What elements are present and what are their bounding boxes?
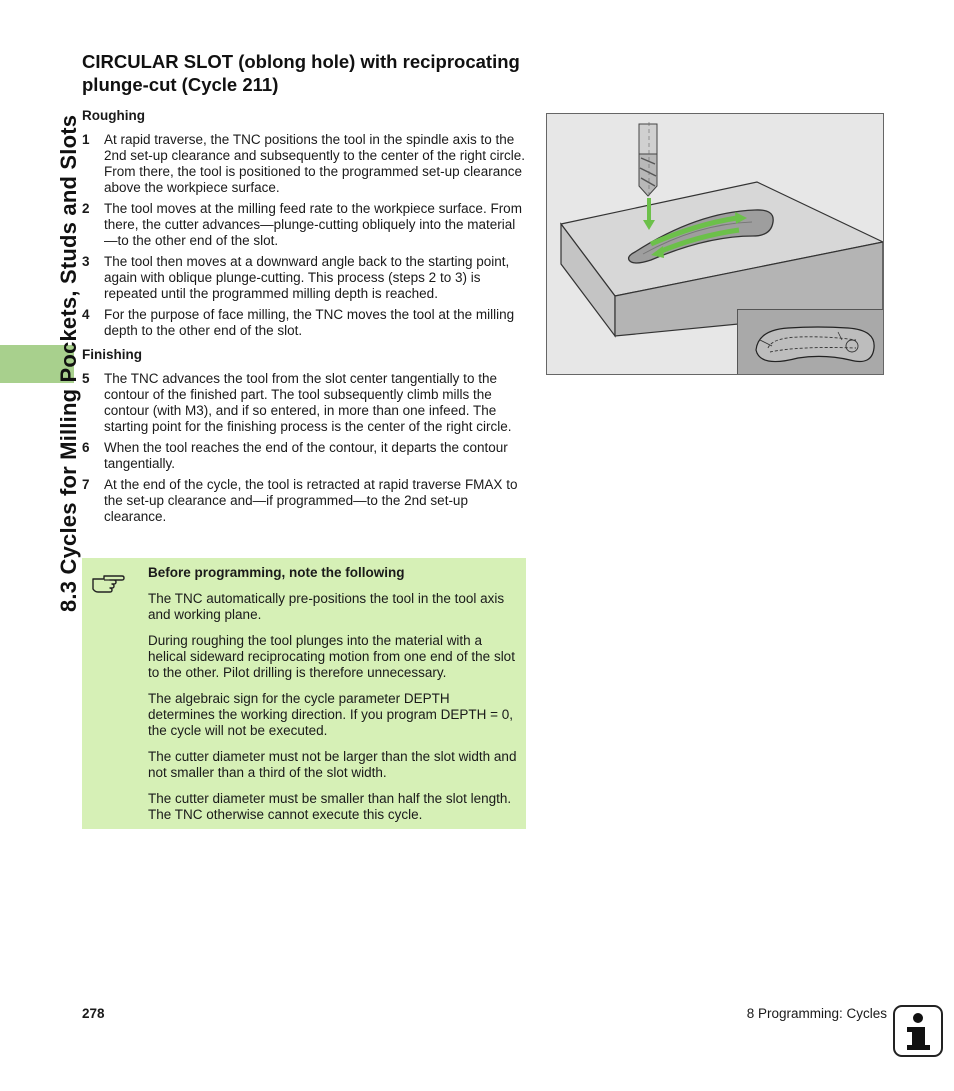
step-text: The tool then moves at a downward angle back to the starting point, again with oblique plunge-cutting. This process (steps 2 to 3) is repeated until the programmed milling depth is reached. <box>104 254 510 301</box>
top-view-drawing <box>738 310 884 375</box>
note-paragraph: The algebraic sign for the cycle parameter DEPTH determines the working direction. If you program DEPTH = 0, the cycle will not be executed. <box>148 691 514 738</box>
step-text: At rapid traverse, the TNC positions the tool in the spindle axis to the 2nd set-up clearance and subsequently to the center of the right circle. From there, the tool is positioned to the programmed set-up clearance above the workpiece surface. <box>104 132 526 195</box>
end-mill-tool <box>639 122 657 198</box>
page-number: 278 <box>82 1006 105 1021</box>
note-paragraph: During roughing the tool plunges into the material with a helical sideward reciprocating motion from one end of the slot to the other. Pilot drilling is therefore unnecessary. <box>148 633 515 680</box>
note-content <box>148 565 520 833</box>
step-text: The tool moves at the milling feed rate to the workpiece surface. From there, the cutter advances—plunge-cutting obliquely into the material—to the other end of the slot. <box>104 201 522 248</box>
step-number: 5 <box>82 371 90 386</box>
pointing-hand-icon <box>90 568 126 596</box>
step-number: 4 <box>82 307 90 322</box>
note-title: Before programming, note the following <box>148 565 405 580</box>
step-number: 2 <box>82 201 90 216</box>
step-text: For the purpose of face milling, the TNC moves the tool at the milling depth to the other end of the slot. <box>104 307 515 338</box>
finishing-step <box>82 440 527 472</box>
top-view-inset <box>737 309 884 375</box>
step-number: 7 <box>82 477 90 492</box>
roughing-step <box>82 201 527 249</box>
finishing-step <box>82 477 527 525</box>
step-text: At the end of the cycle, the tool is retracted at rapid traverse FMAX to the set-up clearance and—if programmed—to the 2nd set-up clearance. <box>104 477 518 524</box>
finishing-heading: Finishing <box>82 347 142 362</box>
page-heading: CIRCULAR SLOT (oblong hole) with reciprocating plunge-cut (Cycle 211) <box>82 51 520 95</box>
roughing-heading: Roughing <box>82 108 145 123</box>
step-text: When the tool reaches the end of the contour, it departs the contour tangentially. <box>104 440 508 471</box>
step-number: 6 <box>82 440 90 455</box>
chapter-side-title: 8.3 Cycles for Milling Pockets, Studs and Slots <box>56 114 81 612</box>
chapter-footer: 8 Programming: Cycles <box>746 1006 887 1021</box>
note-paragraph: The cutter diameter must be smaller than half the slot length. The TNC otherwise cannot execute this cycle. <box>148 791 512 822</box>
finishing-step <box>82 371 527 435</box>
cycle-illustration <box>546 113 884 375</box>
roughing-step <box>82 254 527 302</box>
roughing-step <box>82 132 527 196</box>
note-paragraph: The cutter diameter must not be larger than the slot width and not smaller than a third of the slot width. <box>148 749 517 780</box>
step-number: 1 <box>82 132 90 147</box>
step-number: 3 <box>82 254 90 269</box>
info-icon <box>893 1005 943 1057</box>
note-paragraph: The TNC automatically pre-positions the tool in the tool axis and working plane. <box>148 591 505 622</box>
main-content <box>82 50 527 530</box>
roughing-step <box>82 307 527 339</box>
step-text: The TNC advances the tool from the slot center tangentially to the contour of the finished part. The tool subsequently climb mills the contour (with M3), and if so entered, in more than one infeed. The starting point for the finishing process is the center of the right circle. <box>104 371 512 434</box>
note-box <box>82 558 526 829</box>
